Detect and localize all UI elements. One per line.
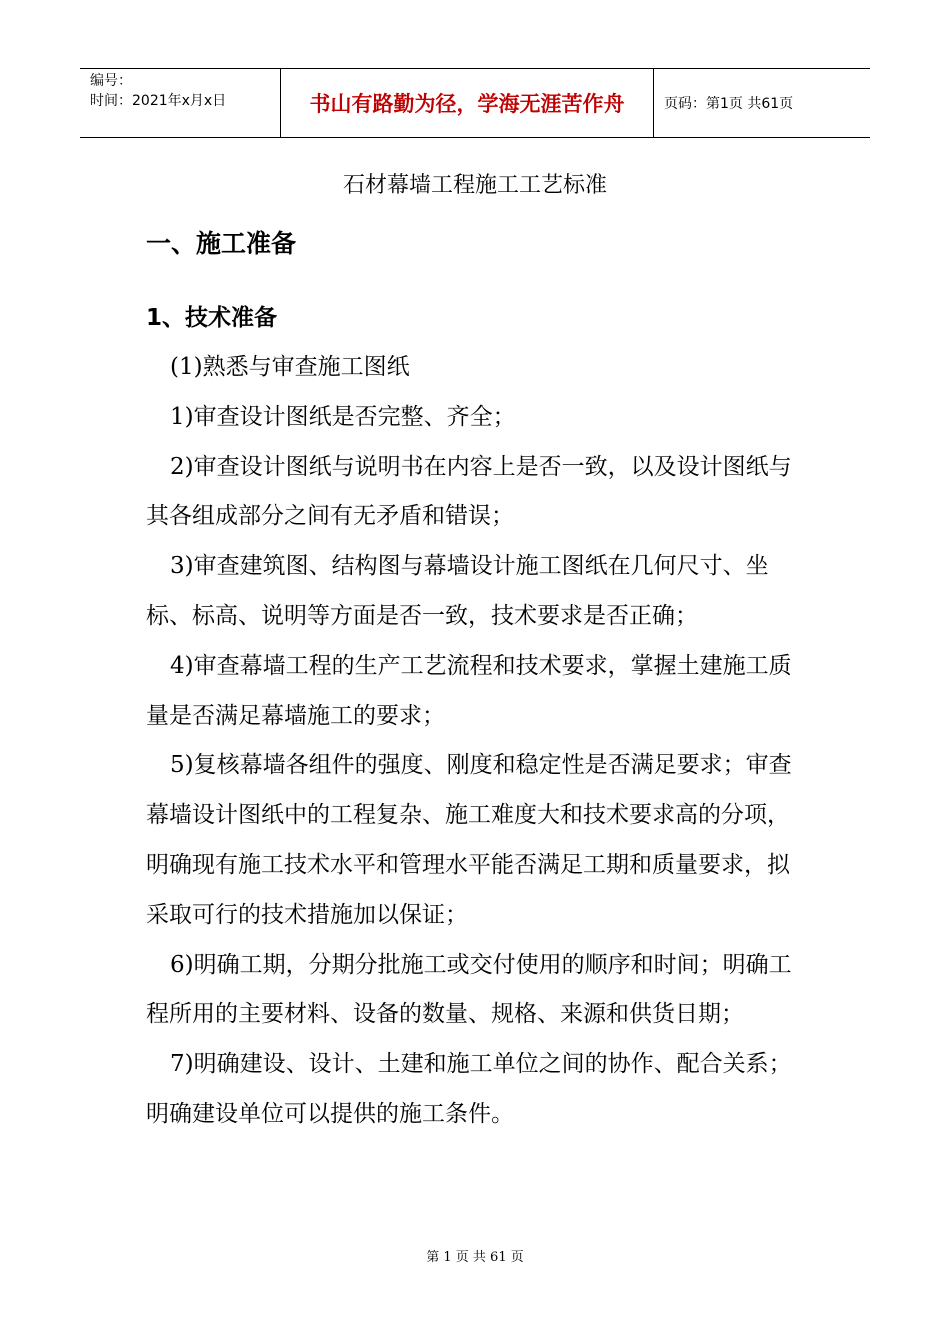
page-footer: 第 1 页 共 61 页 (426, 1250, 524, 1265)
paragraph: 2)审查设计图纸与说明书在内容上是否一致，以及设计图纸与其各组成部分之间有无矛盾和错误； (146, 453, 792, 530)
header-motto: 书山有路勤为径，学海无涯苦作舟 (281, 69, 654, 137)
header-meta-cell (80, 69, 281, 137)
paragraph: 4)审查幕墙工程的生产工艺流程和技术要求，掌握土建施工质量是否满足幕墙施工的要求； (146, 652, 792, 729)
section-heading: 一、施工准备 (146, 229, 297, 258)
header-time-label: 时间：2021年x月x日 (90, 93, 227, 109)
header-number-label: 编号： (90, 73, 132, 89)
paragraph: 1)审查设计图纸是否完整、齐全； (170, 403, 516, 430)
document-body (146, 343, 812, 1140)
paragraph: 3)审查建筑图、结构图与幕墙设计施工图纸在几何尺寸、坐标、标高、说明等方面是否一致，技术要求是否正确； (146, 553, 769, 629)
subsection-heading: 1、技术准备 (146, 305, 278, 331)
paragraph: (1)熟悉与审查施工图纸 (170, 354, 410, 380)
page-header (80, 68, 870, 138)
header-page-info: 页码：第1页 共61页 (664, 96, 794, 112)
paragraph: 7)明确建设、设计、土建和施工单位之间的协作、配合关系；明确建设单位可以提供的施工条件。 (146, 1051, 792, 1127)
paragraph: 6)明确工期，分期分批施工或交付使用的顺序和时间；明确工程所用的主要材料、设备的数量、规格、来源和供货日期； (146, 951, 792, 1028)
paragraph: 5)复核幕墙各组件的强度、刚度和稳定性是否满足要求；审查幕墙设计图纸中的工程复杂、施工难度大和技术要求高的分项，明确现有施工技术水平和管理水平能否满足工期和质量要求，拟采取可行的技术措施加以保证； (146, 752, 792, 928)
document-title: 石材幕墙工程施工工艺标准 (342, 173, 607, 198)
